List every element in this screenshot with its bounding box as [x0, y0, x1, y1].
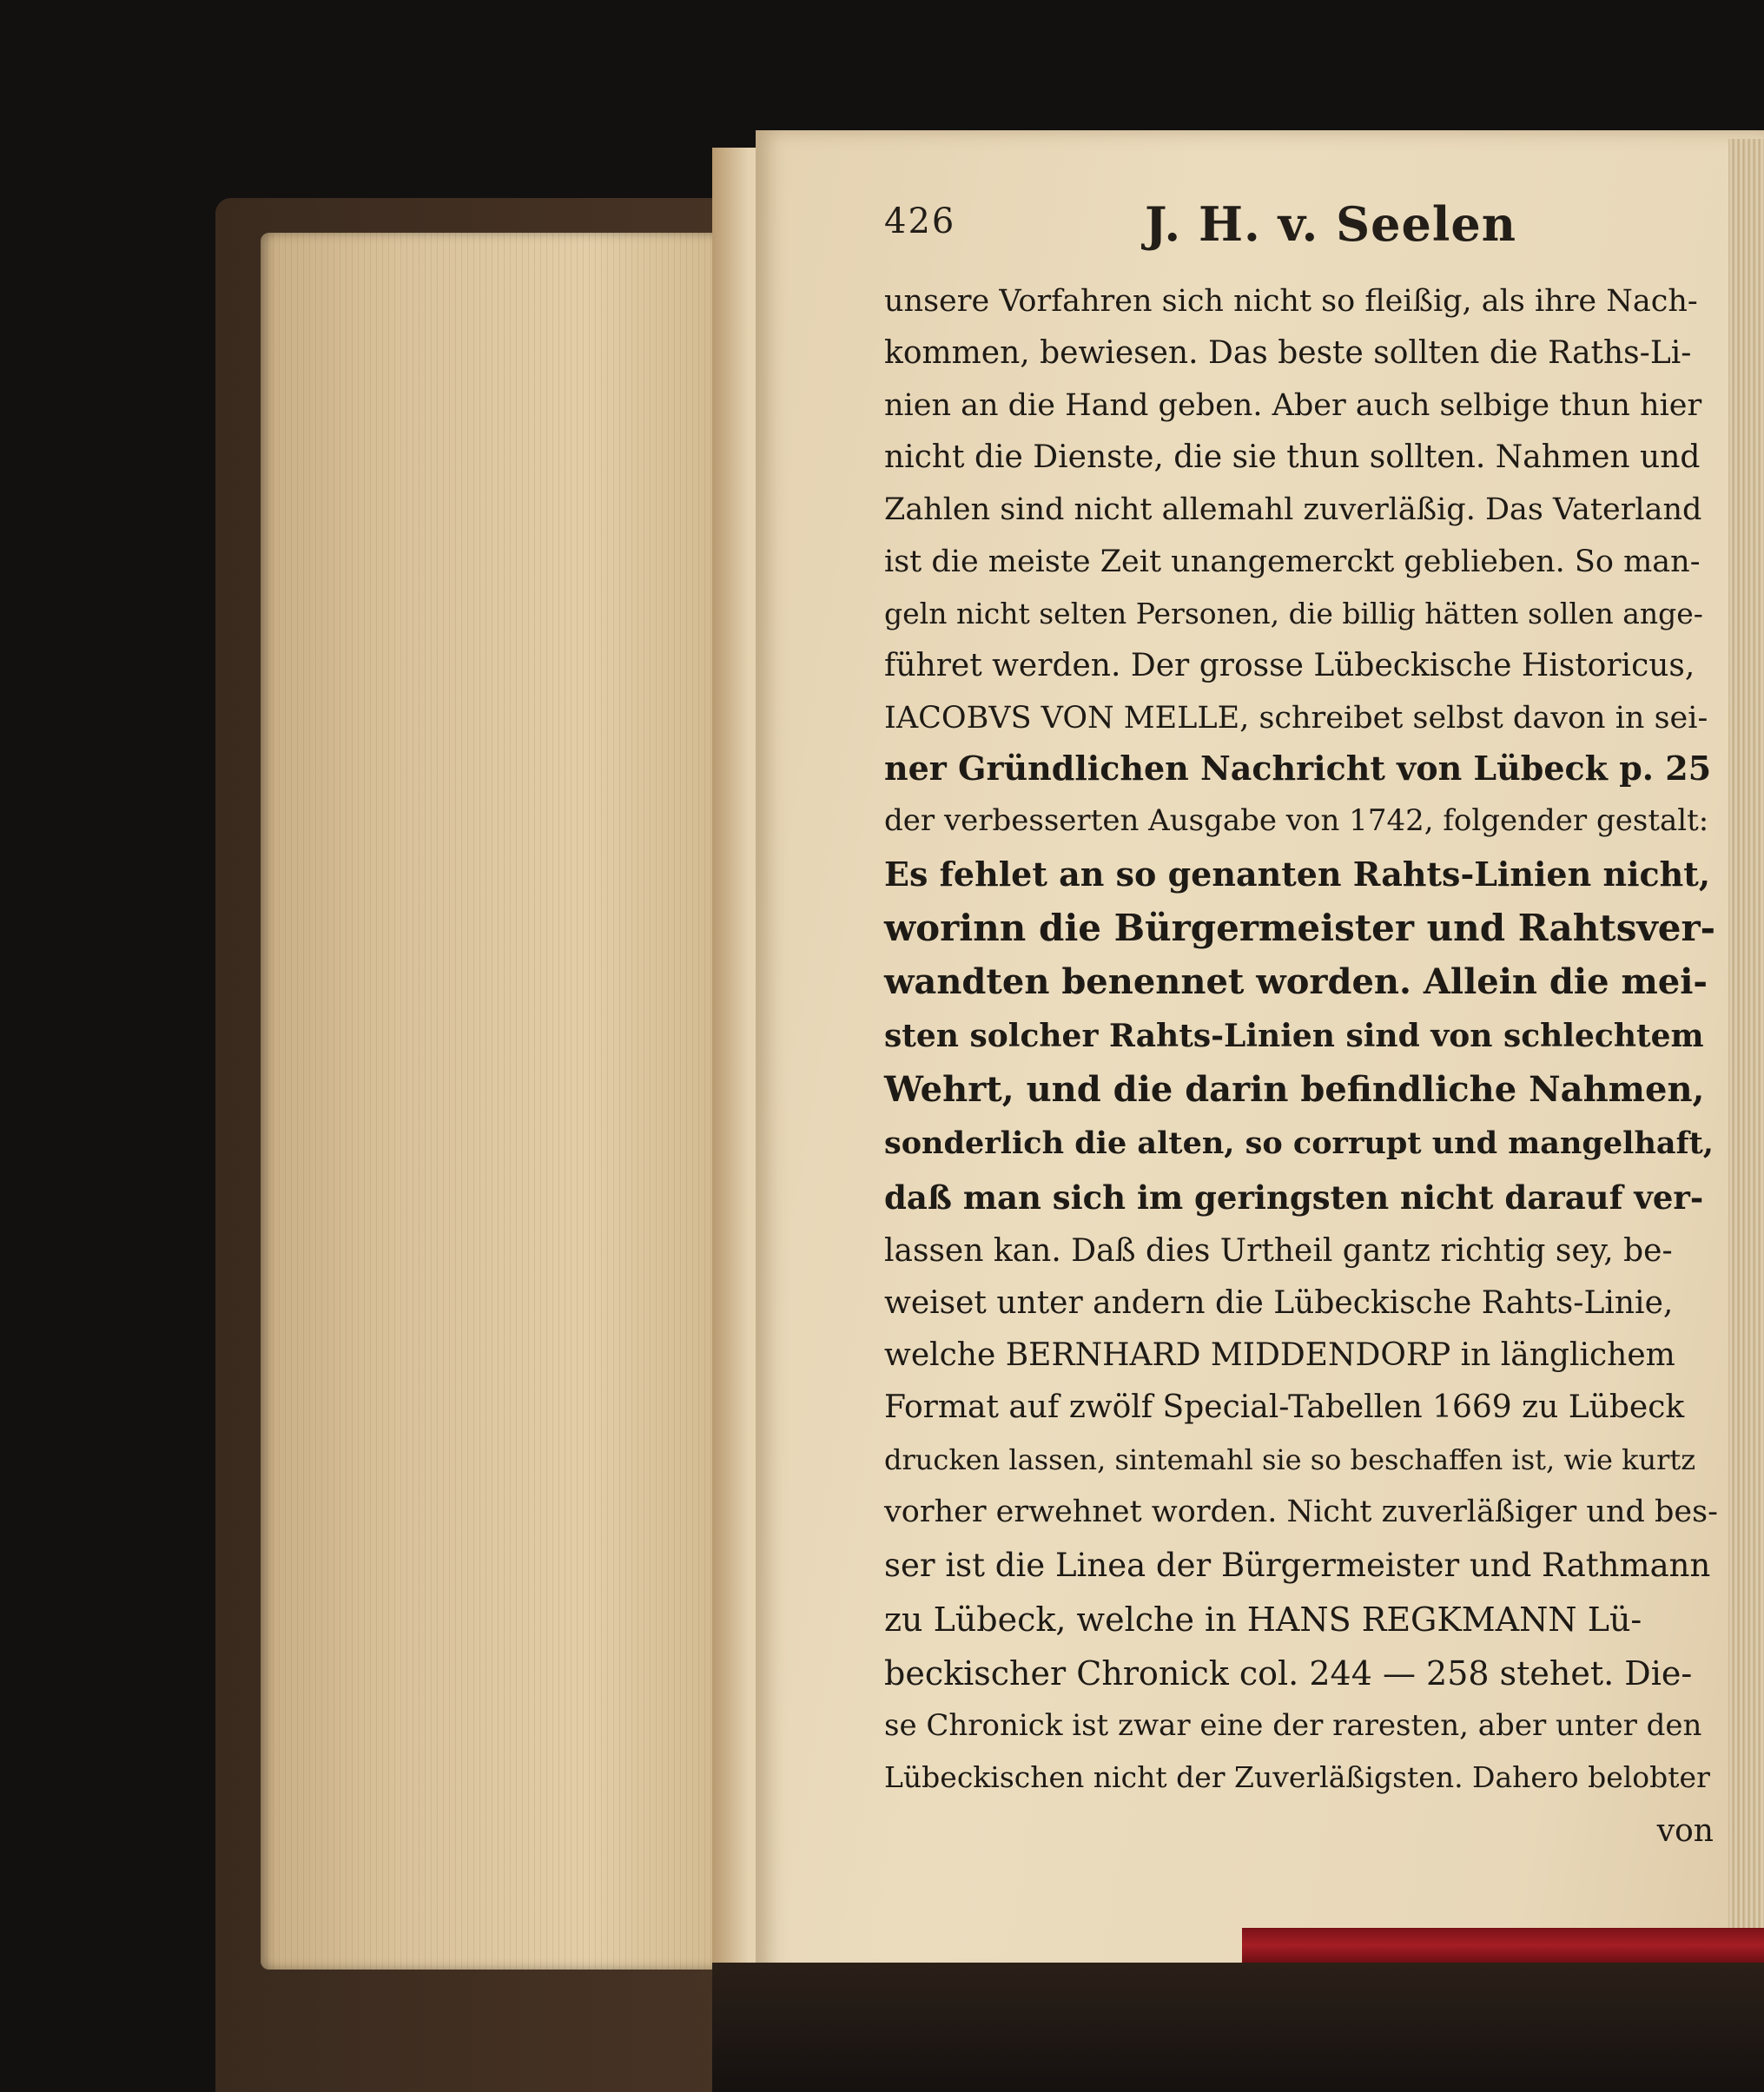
quote-line: daß man sich im geringsten nicht darauf ver-	[884, 1178, 1704, 1217]
text-line: der verbesserten Ausgabe von 1742, folgender gestalt:	[884, 803, 1709, 838]
text-line: vorher erwehnet worden. Nicht zuverläßiger und bes-	[884, 1495, 1718, 1529]
quote-line: sten solcher Rahts-Linien sind von schlechtem	[884, 1018, 1704, 1054]
page-block-fore-edge	[261, 233, 730, 1970]
text-line: weiset unter andern die Lübeckische Rahts-Linie,	[884, 1285, 1674, 1321]
page-number: 426	[884, 201, 956, 241]
text-line: Lübeckischen nicht der Zuverläßigsten. Dahero belobter	[884, 1760, 1710, 1794]
quote-line: sonderlich die alten, so corrupt und mangelhaft,	[884, 1125, 1714, 1161]
text-line: führet werden. Der grosse Lübeckische Historicus,	[884, 648, 1695, 683]
catchword: von	[1656, 1813, 1714, 1849]
text-line: ist die meiste Zeit unangemerckt geblieben. So man-	[884, 544, 1701, 579]
text-line: beckischer Chronick col. 244 — 258 stehet. Die-	[884, 1654, 1693, 1693]
text-line: nicht die Dienste, die sie thun sollten. Nahmen und	[884, 439, 1701, 475]
bookmark-ribbon	[1242, 1928, 1764, 1963]
text-line: se Chronick ist zwar eine der raresten, aber unter den	[884, 1708, 1702, 1743]
quote-line: wandten benennet worden. Allein die mei-	[884, 961, 1708, 1002]
quote-line: Wehrt, und die darin befindliche Nahmen,	[884, 1069, 1705, 1110]
text-line: Zahlen sind nicht allemahl zuverläßig. Das Vaterland	[884, 492, 1702, 527]
text-line: ner Gründlichen Nachricht von Lübeck p. 25	[884, 749, 1712, 788]
text-line: IACOBVS VON MELLE, schreibet selbst davon in sei-	[884, 701, 1708, 736]
text-line: kommen, bewiesen. Das beste sollten die Raths-Li-	[884, 335, 1692, 371]
text-line: nien an die Hand geben. Aber auch selbige thun hier	[884, 388, 1702, 423]
page-header	[884, 196, 1718, 254]
text-line: drucken lassen, sintemahl sie so beschaffen ist, wie kurtz	[884, 1443, 1696, 1476]
text-line: welche BERNHARD MIDDENDORP in länglichem	[884, 1337, 1675, 1373]
quote-line: worinn die Bürgermeister und Rahtsver-	[884, 907, 1716, 949]
running-head: J. H. v. Seelen	[1145, 196, 1516, 252]
text-line: unsere Vorfahren sich nicht so fleißig, als ihre Nach-	[884, 284, 1698, 319]
page-edge	[1728, 139, 1764, 1963]
text-line: Format auf zwölf Special-Tabellen 1669 zu Lübeck	[884, 1389, 1685, 1425]
text-line: zu Lübeck, welche in HANS REGKMANN Lü-	[884, 1600, 1642, 1639]
quote-line: Es fehlet an so genanten Rahts-Linien nicht,	[884, 855, 1711, 894]
text-line: geln nicht selten Personen, die billig hätten sollen ange-	[884, 597, 1703, 630]
text-line: lassen kan. Daß dies Urtheil gantz richtig sey, be-	[884, 1233, 1673, 1269]
text-line: ser ist die Linea der Bürgermeister und Rathmann	[884, 1547, 1711, 1584]
bottom-shadow	[712, 1963, 1764, 2092]
